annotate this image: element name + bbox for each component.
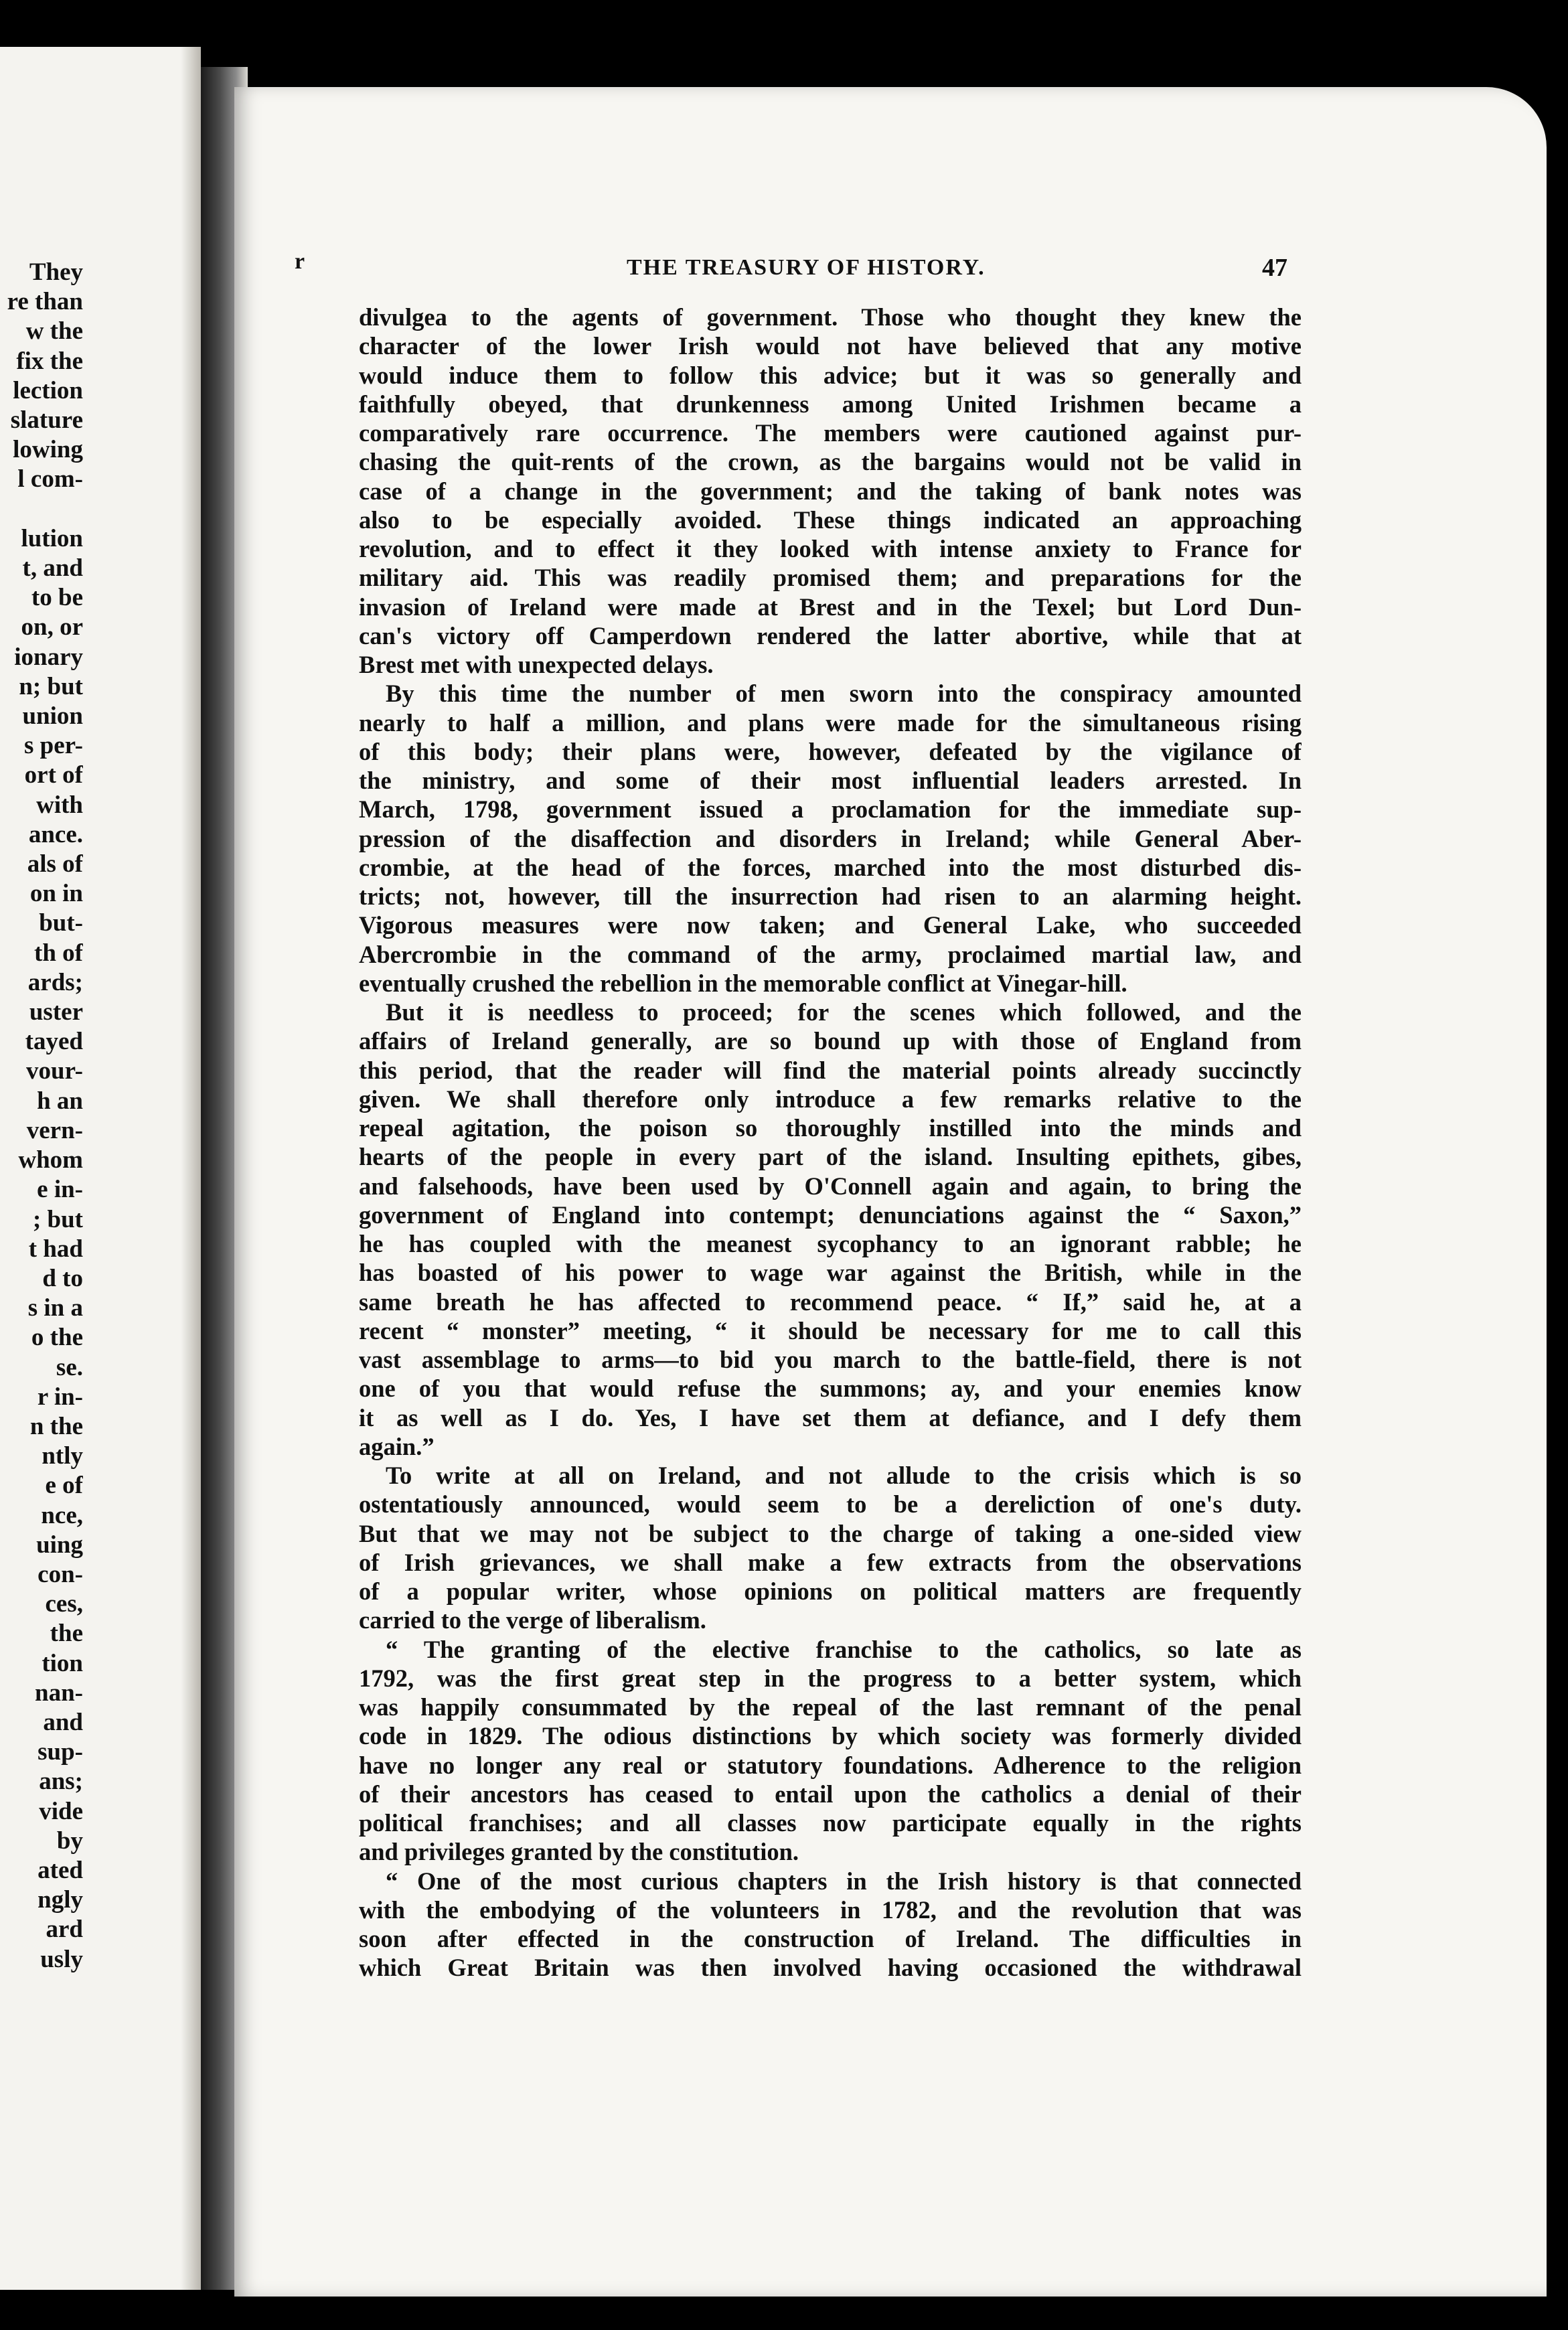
facing-page-line: vide — [39, 1797, 83, 1825]
facing-page-line: tayed — [25, 1028, 83, 1056]
text-line: ostentatiously announced, would seem to be a dereliction of one's duty. — [359, 1490, 1302, 1519]
text-line: “ One of the most curious chapters in the Irish history is that connected — [386, 1867, 1302, 1895]
text-line: with the embodying of the volunteers in 1782, and the revolution that was — [359, 1895, 1302, 1924]
facing-page-line: ionary — [14, 643, 83, 671]
facing-page-line: t had — [28, 1235, 83, 1263]
text-line: given. We shall therefore only introduce a few remarks relative to the — [359, 1085, 1302, 1113]
facing-page-line: s in a — [27, 1294, 83, 1322]
text-line: Brest met with unexpected delays. — [359, 651, 714, 678]
text-line: faithfully obeyed, that drunkenness among United Irishmen became a — [359, 390, 1302, 418]
gutter-shadow — [181, 47, 201, 2290]
text-line: it as well as I do. Yes, I have set them at defiance, and I defy them — [359, 1403, 1302, 1431]
text-line: was happily consummated by the repeal of the last remnant of the penal — [359, 1693, 1302, 1721]
facing-page-line: the — [50, 1620, 83, 1648]
text-line: comparatively rare occurrence. The members were cautioned against pur- — [359, 419, 1302, 447]
text-line: divulgea to the agents of government. Those who thought they knew the — [359, 303, 1302, 331]
text-line: and privileges granted by the constitution. — [359, 1838, 799, 1866]
facing-page-line: nan- — [35, 1679, 83, 1707]
facing-page-line: uing — [36, 1531, 83, 1559]
facing-page-line: s per- — [23, 732, 83, 760]
text-line: vast assemblage to arms—to bid you march to the battle-field, there is not — [359, 1346, 1302, 1373]
facing-page-line: and — [43, 1708, 83, 1736]
facing-page-line: slature — [10, 406, 83, 435]
facing-page-line: ance. — [28, 820, 83, 848]
facing-page-line: ntly — [42, 1442, 83, 1470]
facing-page-line: con- — [37, 1560, 83, 1588]
facing-page-line: h an — [37, 1087, 83, 1115]
text-line: this period, that the reader will find the material points already succinctly — [359, 1056, 1302, 1084]
facing-page-line: lowing — [13, 436, 83, 464]
facing-page-line: nce, — [41, 1501, 83, 1529]
facing-page-line: e of — [45, 1472, 83, 1500]
facing-page-line — [0, 495, 83, 524]
facing-page-line: n; but — [19, 672, 83, 700]
text-line: hearts of the people in every part of the island. Insulting epithets, gibes, — [359, 1143, 1302, 1171]
facing-page-line: uster — [29, 998, 83, 1026]
facing-page-line: th of — [34, 939, 83, 967]
text-line: also to be especially avoided. These things indicated an approaching — [359, 506, 1302, 534]
text-line: again.” — [359, 1432, 435, 1460]
facing-page-line: They — [29, 258, 83, 286]
page-number: 47 — [1262, 254, 1287, 282]
text-line: affairs of Ireland generally, are so bound up with those of England from — [359, 1027, 1302, 1055]
running-head: THE TREASURY OF HISTORY. — [627, 255, 986, 280]
facing-page-line: by — [56, 1827, 83, 1855]
text-line: Abercrombie in the command of the army, proclaimed martial law, and — [359, 940, 1302, 968]
text-line: But it is needless to proceed; for the scenes which followed, and the — [386, 998, 1302, 1026]
text-line: invasion of Ireland were made at Brest and in the Texel; but Lord Dun- — [359, 593, 1302, 621]
facing-page-line: r in- — [37, 1383, 83, 1411]
facing-page-line: on in — [29, 880, 83, 908]
text-line: have no longer any real or statutory foundations. Adherence to the religion — [359, 1751, 1302, 1779]
body-text — [359, 303, 1302, 1983]
facing-page-line: ard — [46, 1916, 83, 1944]
facing-page-line: whom — [18, 1146, 83, 1174]
text-line: code in 1829. The odious distinctions by which society was formerly divided — [359, 1722, 1302, 1750]
text-line: can's victory off Camperdown rendered the latter abortive, while that at — [359, 621, 1302, 649]
facing-page-line: ; but — [32, 1205, 83, 1233]
facing-page-line: ngly — [37, 1886, 83, 1914]
text-line: character of the lower Irish would not have believed that any motive — [359, 332, 1302, 360]
text-line: of their ancestors has ceased to entail upon the catholics a denial of their — [359, 1780, 1302, 1808]
facing-page-line: lection — [13, 376, 83, 404]
text-line: political franchises; and all classes now participate equally in the rights — [359, 1809, 1302, 1837]
text-line: recent “ monster” meeting, “ it should be necessary for me to call this — [359, 1316, 1302, 1344]
text-line: of this body; their plans were, however, defeated by the vigilance of — [359, 737, 1302, 765]
text-line: repeal agitation, the poison so thoroughly instilled into the minds and — [359, 1114, 1302, 1142]
facing-page-line: re than — [7, 288, 83, 316]
text-line: eventually crushed the rebellion in the memorable conflict at Vinegar-hill. — [359, 969, 1127, 997]
facing-page-line: ated — [37, 1856, 83, 1884]
text-line: one of you that would refuse the summons; ay, and your enemies know — [359, 1375, 1302, 1403]
text-line: revolution, and to effect it they looked with intense anxiety to France for — [359, 535, 1302, 562]
text-line: the ministry, and some of their most influential leaders arrested. In — [359, 767, 1302, 794]
margin-mark: r — [295, 249, 305, 274]
text-line: nearly to half a million, and plans were made for the simultaneous rising — [359, 708, 1302, 736]
text-line: government of England into contempt; denunciations against the “ Saxon,” — [359, 1200, 1302, 1229]
facing-page-line: ans; — [39, 1768, 83, 1796]
text-line: tricts; not, however, till the insurrection had risen to an alarming height. — [359, 882, 1302, 910]
facing-page-line: on, or — [21, 613, 83, 641]
facing-page-line: usly — [40, 1945, 83, 1973]
facing-page-line: ces, — [45, 1590, 83, 1618]
facing-page-line: fix the — [16, 347, 83, 375]
facing-page-line: ards; — [27, 968, 83, 996]
facing-page-line: e in- — [37, 1176, 83, 1204]
facing-page-line: tion — [42, 1649, 83, 1677]
facing-page-line: ort of — [24, 761, 83, 789]
text-line: case of a change in the government; and the taking of bank notes was — [359, 477, 1302, 505]
text-line: chasing the quit-rents of the crown, as the bargains would not be valid in — [359, 448, 1302, 476]
text-line: Vigorous measures were now taken; and General Lake, who succeeded — [359, 911, 1302, 939]
text-line: and falsehoods, have been used by O'Connell again and again, to bring the — [359, 1172, 1302, 1200]
facing-page-line: als of — [27, 850, 83, 878]
facing-page-line: union — [22, 702, 83, 730]
text-line: which Great Britain was then involved having occasioned the withdrawal — [359, 1954, 1302, 1982]
text-line: 1792, was the first great step in the progress to a better system, which — [359, 1664, 1302, 1692]
facing-page-line: lution — [21, 524, 83, 552]
facing-page-text — [0, 258, 83, 1974]
facing-page-line: t, and — [22, 554, 83, 582]
text-line: military aid. This was readily promised them; and preparations for the — [359, 564, 1302, 592]
text-line: same breath he has affected to recommend peace. “ If,” said he, at a — [359, 1288, 1302, 1316]
text-line: To write at all on Ireland, and not allude to the crisis which is so — [386, 1462, 1302, 1489]
text-line: he has coupled with the meanest sycophancy to an ignorant rabble; he — [359, 1230, 1302, 1257]
text-line: would induce them to follow this advice; but it was so generally and — [359, 361, 1302, 389]
facing-page-line: to be — [31, 584, 83, 612]
text-line: soon after effected in the construction of Ireland. The difficulties in — [359, 1925, 1302, 1952]
facing-page-line: n the — [29, 1412, 83, 1440]
text-line: carried to the verge of liberalism. — [359, 1606, 706, 1634]
text-line: of a popular writer, whose opinions on political matters are frequently — [359, 1577, 1302, 1605]
text-line: crombie, at the head of the forces, marched into the most disturbed dis- — [359, 853, 1302, 881]
facing-page-line: w the — [25, 317, 83, 345]
text-line: has boasted of his power to wage war against the British, while in the — [359, 1259, 1302, 1287]
facing-page-line: sup- — [37, 1738, 83, 1766]
facing-page-line: l com- — [17, 465, 83, 493]
text-line: But that we may not be subject to the charge of taking a one-sided view — [359, 1519, 1302, 1547]
text-line: By this time the number of men sworn into the conspiracy amounted — [386, 680, 1302, 708]
facing-page-line: with — [36, 791, 83, 819]
facing-page-line: vour- — [26, 1057, 83, 1085]
facing-page-line: vern- — [26, 1116, 83, 1144]
text-line: March, 1798, government issued a proclamation for the immediate sup- — [359, 795, 1302, 824]
facing-page-line: but- — [39, 909, 83, 937]
facing-page-line: d to — [42, 1264, 83, 1292]
text-line: of Irish grievances, we shall make a few extracts from the observations — [359, 1548, 1302, 1576]
text-line: pression of the disaffection and disorders in Ireland; while General Aber- — [359, 824, 1302, 852]
text-line: “ The granting of the elective franchise to the catholics, so late as — [386, 1635, 1302, 1663]
facing-page-line: se. — [56, 1353, 83, 1381]
facing-page-line: o the — [31, 1324, 83, 1352]
